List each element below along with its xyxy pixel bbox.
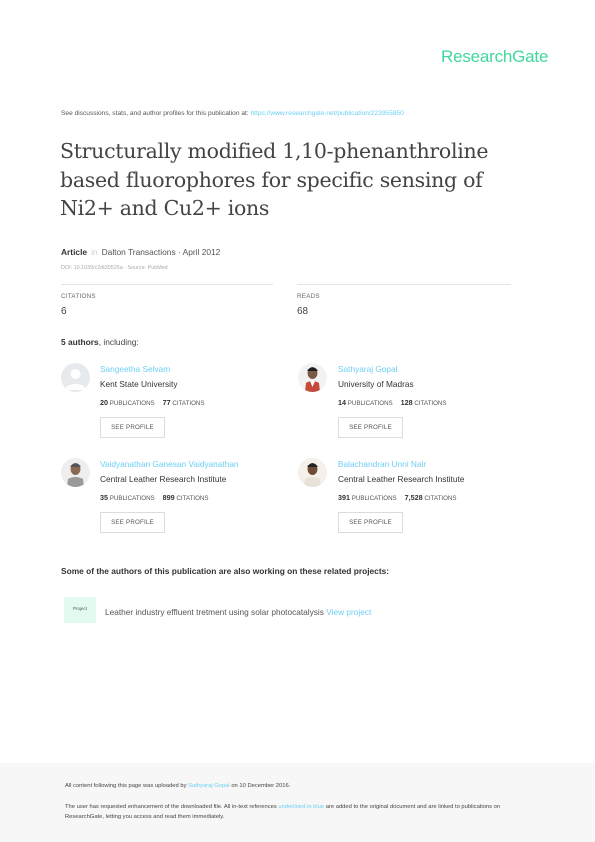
author-publications-count: 391: [338, 493, 350, 502]
author-institution: Central Leather Research Institute: [100, 474, 227, 484]
author-institution: Central Leather Research Institute: [338, 474, 465, 484]
see-profile-button[interactable]: SEE PROFILE: [100, 417, 165, 438]
underlined-blue-link[interactable]: underlined in blue: [278, 804, 325, 810]
author-publications-count: 35: [100, 493, 108, 502]
author-stats: [100, 493, 209, 502]
author-publications-count: 20: [100, 398, 108, 407]
author-avatar-photo[interactable]: [298, 458, 327, 487]
journal-name: Dalton Transactions: [101, 247, 176, 257]
author-name-link[interactable]: Sangeetha Selvam: [100, 364, 171, 374]
author-publications-count: 14: [338, 398, 346, 407]
view-project-link[interactable]: View project: [326, 607, 372, 617]
author-photo-icon: [61, 458, 90, 487]
project-badge: [64, 597, 96, 623]
author-stats: [338, 398, 447, 407]
publication-date: · April 2012: [177, 247, 221, 257]
enhancement-notice: [65, 802, 535, 822]
publications-label: PUBLICATIONS: [347, 400, 393, 407]
notice-prefix: The user has requested enhancement of the downloaded file. All in-text references: [65, 804, 277, 810]
author-avatar-photo[interactable]: [61, 458, 90, 487]
upload-suffix: on 10 December 2016.: [231, 783, 291, 789]
publications-label: PUBLICATIONS: [109, 400, 155, 407]
citations-count: 6: [61, 306, 67, 317]
see-profile-button[interactable]: SEE PROFILE: [100, 512, 165, 533]
notice-suffix: are added to the original document and are linked to publications on ResearchGate, letting you access and read them immediately.: [65, 804, 501, 820]
stats-divider-left: [61, 284, 273, 285]
citations-label: CITATIONS: [172, 400, 205, 407]
author-name-link[interactable]: Sathyaraj Gopal: [338, 364, 398, 374]
publications-label: PUBLICATIONS: [109, 495, 155, 502]
project-title: Leather industry effluent tretment using solar photocatalysis: [105, 607, 324, 617]
citations-label: CITATIONS: [176, 495, 209, 502]
authors-suffix: , including:: [98, 337, 139, 347]
researchgate-logo[interactable]: ResearchGate: [441, 47, 549, 66]
author-name-link[interactable]: Vaidyanathan Ganesan Vaidyanathan: [100, 459, 239, 469]
project-item: [105, 607, 371, 617]
publication-url-link[interactable]: https://www.researchgate.net/publication/223955850: [250, 110, 404, 117]
author-stats: [100, 398, 205, 407]
citations-label: CITATIONS: [61, 293, 96, 300]
see-profile-button[interactable]: SEE PROFILE: [338, 512, 403, 533]
uploader-link[interactable]: Sathyaraj Gopal: [188, 783, 230, 789]
author-avatar-placeholder[interactable]: [61, 363, 90, 392]
upload-prefix: All content following this page was uploaded by: [65, 783, 187, 789]
author-photo-icon: [298, 363, 327, 392]
publications-label: PUBLICATIONS: [351, 495, 397, 502]
authors-heading: [61, 337, 139, 347]
authors-count: 5 authors: [61, 337, 99, 347]
discussions-text: See discussions, stats, and author profiles for this publication at:: [61, 110, 249, 117]
author-citations-count: 77: [162, 398, 171, 407]
author-avatar-photo[interactable]: [298, 363, 327, 392]
see-profile-button[interactable]: SEE PROFILE: [338, 417, 403, 438]
upload-notice: [65, 783, 290, 789]
stats-divider-right: [297, 284, 511, 285]
author-institution: University of Madras: [338, 379, 414, 389]
citations-label: CITATIONS: [424, 495, 457, 502]
related-projects-heading: Some of the authors of this publication are also working on these related projects:: [61, 566, 390, 576]
citations-label: CITATIONS: [414, 400, 447, 407]
reads-count: 68: [297, 306, 309, 317]
doi-line: DOI: 10.1039/c2dt30525a · Source: PubMed: [61, 265, 168, 271]
discussions-line: [61, 110, 404, 117]
author-citations-count: 899: [162, 493, 175, 502]
publication-type: Article: [61, 247, 88, 257]
author-institution: Kent State University: [100, 379, 178, 389]
reads-label: READS: [297, 293, 320, 300]
author-stats: [338, 493, 457, 502]
project-badge-label: Project: [72, 606, 87, 611]
meta-separator: in: [91, 247, 98, 257]
person-silhouette-icon: [61, 363, 90, 392]
author-citations-count: 128: [400, 398, 413, 407]
author-photo-icon: [298, 458, 327, 487]
publication-title: Structurally modified 1,10-phenanthroline based fluorophores for specific sensing of Ni2+ and Cu2+ ions: [60, 139, 489, 220]
publication-meta: [61, 247, 220, 257]
author-name-link[interactable]: Balachandran Unni Nair: [338, 459, 427, 469]
author-citations-count: 7,528: [404, 493, 423, 502]
